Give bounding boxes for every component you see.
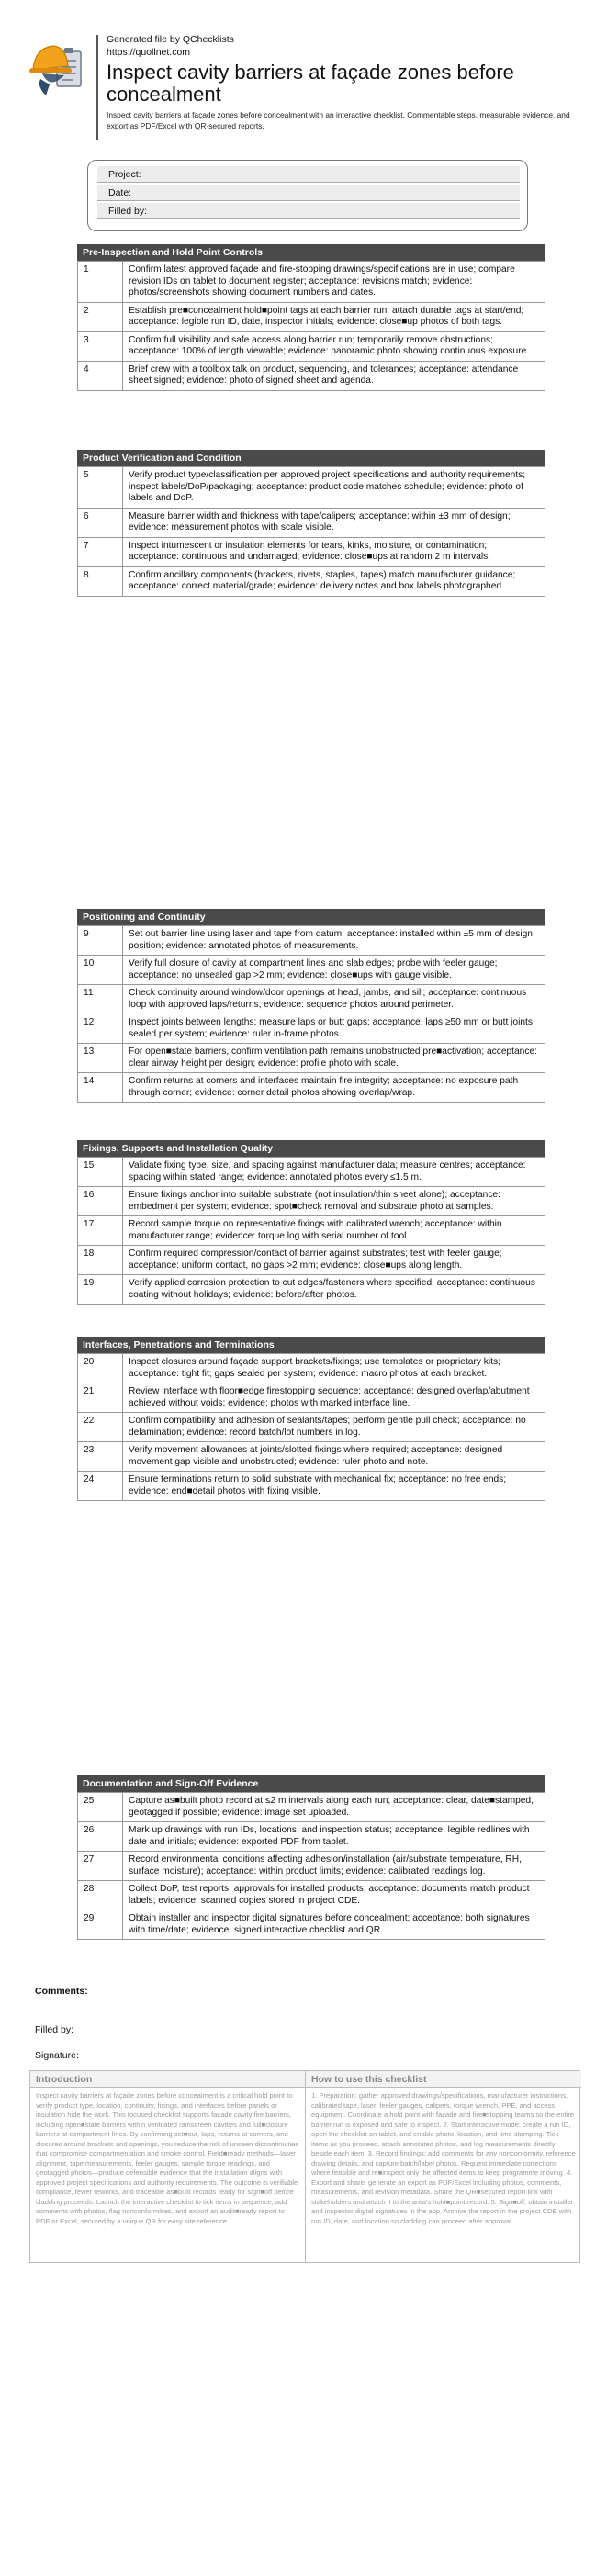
checklist-row[interactable] — [78, 1881, 545, 1910]
item-text: Verify movement allowances at joints/slotted fixings where required; acceptance: designed movement gap visible and unobstructed; evidence: ruler photo and note. — [123, 1442, 545, 1472]
item-number: 21 — [78, 1383, 123, 1413]
date-field[interactable]: Date: — [97, 185, 520, 201]
item-number: 11 — [78, 985, 123, 1014]
item-number: 3 — [78, 331, 123, 361]
item-number: 26 — [78, 1822, 123, 1852]
checklist-row[interactable] — [78, 1413, 545, 1442]
filled-by-label: Filled by: — [35, 2024, 74, 2035]
item-number: 14 — [78, 1073, 123, 1103]
item-number: 28 — [78, 1881, 123, 1910]
checklist-row[interactable] — [78, 1793, 545, 1822]
checklist-row[interactable] — [78, 508, 545, 537]
checklist-table — [77, 925, 545, 1103]
section-pre-inspection — [77, 244, 545, 391]
checklist-table — [77, 466, 545, 597]
item-text: Confirm latest approved façade and fire-stopping drawings/specifications are in use; compare revision IDs on tablet to document register; acceptance: revisions match; evidence: photos/screenshots showing document numbers and dates. — [123, 262, 545, 303]
item-number: 15 — [78, 1158, 123, 1187]
section-product-verification — [77, 450, 545, 597]
item-text: Inspect closures around façade support brackets/fixings; use templates or proprietary kits; acceptance: tight fit; gaps sealed per system; evidence: macro photos at each bracket. — [123, 1354, 545, 1383]
checklist-row[interactable] — [78, 1187, 545, 1216]
checklist-row[interactable] — [78, 1014, 545, 1044]
item-number: 8 — [78, 566, 123, 596]
checklist-row[interactable] — [78, 926, 545, 956]
item-number: 12 — [78, 1014, 123, 1044]
checklist-row[interactable] — [78, 1246, 545, 1275]
item-text: Review interface with floor■edge firestopping sequence; acceptance: designed overlap/abutment achieved without voids; evidence: photos with marked interface line. — [123, 1383, 545, 1413]
project-field[interactable]: Project: — [97, 166, 520, 183]
checklist-row[interactable] — [78, 467, 545, 509]
introduction-heading: Introduction — [30, 2071, 305, 2088]
checklist-row[interactable] — [78, 1910, 545, 1940]
item-number: 23 — [78, 1442, 123, 1472]
comments-label: Comments: — [35, 1986, 88, 1997]
checklist-row[interactable] — [78, 537, 545, 566]
checklist-row[interactable] — [78, 302, 545, 331]
hardhat-checklist-logo — [29, 39, 94, 99]
checklist-table — [77, 1157, 545, 1305]
checklist-row[interactable] — [78, 956, 545, 985]
item-number: 29 — [78, 1910, 123, 1940]
item-text: Measure barrier width and thickness with tape/calipers; acceptance: within ±3 mm of design; evidence: measurement photos with scale visible. — [123, 508, 545, 537]
howto-column — [306, 2071, 581, 2262]
item-text: Check continuity around window/door openings at head, jambs, and sill; acceptance: continuous loop with approved laps/returns; evidence: sequence photos around perimeter. — [123, 985, 545, 1014]
signature-label: Signature: — [35, 2050, 79, 2061]
item-number: 5 — [78, 467, 123, 509]
source-url-link[interactable]: https://quollnet.com — [107, 47, 191, 58]
filled-by-field[interactable]: Filled by: — [97, 203, 520, 219]
checklist-table — [77, 1353, 545, 1501]
checklist-row[interactable] — [78, 1442, 545, 1472]
checklist-row[interactable] — [78, 1852, 545, 1881]
item-number: 6 — [78, 508, 123, 537]
item-number: 25 — [78, 1793, 123, 1822]
section-positioning — [77, 909, 545, 1103]
checklist-row[interactable] — [78, 1216, 545, 1246]
item-number: 20 — [78, 1354, 123, 1383]
project-info-box — [87, 160, 528, 231]
item-text: Mark up drawings with run IDs, locations, and inspection status; acceptance: legible redlines with date and initials; evidence: exported PDF from tablet. — [123, 1822, 545, 1852]
item-text: Confirm ancillary components (brackets, rivets, staples, tapes) match manufacturer guidance; acceptance: correct material/grade; evidence: delivery notes and box labels photographed. — [123, 566, 545, 596]
howto-heading: How to use this checklist — [306, 2071, 581, 2088]
item-text: Inspect intumescent or insulation elements for tears, kinks, moisture, or contamination; acceptance: continuous and undamaged; evidence: close■ups at random 2 m intervals. — [123, 537, 545, 566]
checklist-row[interactable] — [78, 985, 545, 1014]
item-text: For open■state barriers, confirm ventilation path remains unobstructed pre■activation; acceptance: clear airway height per design; evidence: profile photo with scale. — [123, 1044, 545, 1073]
item-number: 18 — [78, 1246, 123, 1275]
item-number: 1 — [78, 262, 123, 303]
item-number: 4 — [78, 361, 123, 390]
item-number: 24 — [78, 1472, 123, 1501]
info-columns — [29, 2070, 580, 2263]
item-number: 10 — [78, 956, 123, 985]
item-text: Verify full closure of cavity at compartment lines and slab edges; probe with feeler gauge; acceptance: no unsealed gap >2 mm; evidence: close■ups with gauge visible. — [123, 956, 545, 985]
introduction-text: Inspect cavity barriers at façade zones before concealment is a critical hold point to verify product type, location, continuity, fixings, and interfaces before panels or insulation hide the work. This focused checklist supports façade cavity fire barriers, including open■state barriers within ventilated rainscreen cavities and full■closure barriers at compartment lines. By confirming set■out, laps, returns at corners, and closures around brackets and openings, you reduce the risk of unseen discontinuities that compromise compartmentation and smoke control. Field■ready methods—laser alignment, tape measurements, feeler gauges, sample torque readings, and geotagged photos—produce defensible evidence that the installation aligns with approved project specifications and authority requirements. The outcome is verifiable compliance, fewer reworks, and traceable as■built records ready for sign■off before cladding proceeds. Launch the interactive checklist to tick items in sequence, add comments with photos, flag nonconformities, and export an audit■ready report to PDF or Excel, secured by a unique QR for easy site reference. — [36, 2091, 299, 2225]
item-text: Record sample torque on representative fixings with calibrated wrench; acceptance: within manufacturer range; evidence: torque log with serial number of tool. — [123, 1216, 545, 1246]
item-number: 16 — [78, 1187, 123, 1216]
page-subtitle: Inspect cavity barriers at façade zones before concealment with an interactive checklist. Commentable steps, measurable evidence, and export as PDF/Excel with QR-secured reports. — [107, 110, 570, 130]
item-text: Verify product type/classification per approved project specifications and authority requirements; inspect labels/DoP/packaging; acceptance: product code matches schedule; evidence: photo of labels and DoP. — [123, 467, 545, 509]
introduction-column — [30, 2071, 306, 2262]
section-interfaces — [77, 1337, 545, 1501]
item-number: 13 — [78, 1044, 123, 1073]
checklist-row[interactable] — [78, 1383, 545, 1413]
item-text: Ensure fixings anchor into suitable substrate (not insulation/thin sheet alone); acceptance: embedment per system; evidence: spot■check removal and substrate photo at samples. — [123, 1187, 545, 1216]
item-text: Establish pre■concealment hold■point tags at each barrier run; attach durable tags at start/end; acceptance: legible run ID, date, inspector initials; evidence: close■up photos of both tags. — [123, 302, 545, 331]
item-text: Obtain installer and inspector digital signatures before concealment; acceptance: both signatures with time/date; evidence: signed interactive checklist and QR. — [123, 1910, 545, 1940]
item-text: Collect DoP, test reports, approvals for installed products; acceptance: documents match product labels; evidence: scanned copies stored in project CDE. — [123, 1881, 545, 1910]
item-text: Set out barrier line using laser and tape from datum; acceptance: installed within ±5 mm of design position; evidence: annotated photos of measurements. — [123, 926, 545, 956]
howto-text: 1. Preparation: gather approved drawings/specifications, manufacturer instructions, calibrated tape, laser, feeler gauges, calipers, torque wrench, PPE, and access equipment. Coordinate a hold point with façade and fire■stopping teams so the entire barrier run is exposed and safe to inspect. 2. Start interactive mode: create a run ID, open the checklist on tablet, and enable photo, location, and time stamping. Tick items as you proceed, attach annotated photos, and log measurements directly beside each item. 3. Record findings: add comments for any nonconformity, reference drawing details, and capture batch/label photos. Request immediate corrections where feasible and re■inspect only the affected items to keep programme moving. 4. Export and share: generate an export as PDF/Excel including photos, comments, measurements, and revision metadata. Share the QR■secured report link with stakeholders and attach it to the area's hold■point record. 5. Sign■off: obtain installer and inspector digital signatures in the app. Archive the report in the project CDE with run ID, date, and location so cladding can proceed after approval. — [311, 2091, 576, 2225]
item-text: Confirm returns at corners and interfaces maintain fire integrity; acceptance: no exposure path through corner; evidence: corner detail photos showing overlap/wrap. — [123, 1073, 545, 1103]
checklist-row[interactable] — [78, 1472, 545, 1501]
item-number: 19 — [78, 1275, 123, 1305]
section-heading: Positioning and Continuity — [77, 909, 545, 925]
item-number: 17 — [78, 1216, 123, 1246]
item-text: Capture as■built photo record at ≤2 m intervals along each run; acceptance: clear, date■stamped, geotagged if possible; evidence: image set uploaded. — [123, 1793, 545, 1822]
item-text: Record environmental conditions affecting adhesion/installation (air/substrate temperature, RH, surface moisture); acceptance: within product limits; evidence: calibrated readings log. — [123, 1852, 545, 1881]
checklist-table — [77, 1792, 545, 1940]
section-heading: Documentation and Sign-Off Evidence — [77, 1775, 545, 1792]
item-text: Verify applied corrosion protection to cut edges/fasteners where specified; acceptance: continuous coating without holidays; evidence: before/after photos. — [123, 1275, 545, 1305]
item-text: Ensure terminations return to solid substrate with mechanical fix; acceptance: no free ends; evidence: end■detail photos with fixing visible. — [123, 1472, 545, 1501]
generated-by-text: Generated file by QChecklists — [107, 34, 234, 45]
item-number: 7 — [78, 537, 123, 566]
page-title: Inspect cavity barriers at façade zones before concealment — [107, 61, 514, 106]
section-fixings — [77, 1140, 545, 1305]
header-divider — [96, 35, 98, 140]
checklist-table — [77, 261, 545, 391]
section-heading: Fixings, Supports and Installation Quality — [77, 1140, 545, 1157]
item-number: 22 — [78, 1413, 123, 1442]
item-text: Validate fixing type, size, and spacing against manufacturer data; measure centres; acceptance: spacing within stated range; evidence: annotated photos every ≤1.5 m. — [123, 1158, 545, 1187]
checklist-row[interactable] — [78, 361, 545, 390]
checklist-row[interactable] — [78, 566, 545, 596]
checklist-row[interactable] — [78, 262, 545, 303]
item-text: Inspect joints between lengths; measure laps or butt gaps; acceptance: laps ≥50 mm or butt joints sealed per system; evidence: ruler in-frame photos. — [123, 1014, 545, 1044]
checklist-row[interactable] — [78, 1158, 545, 1187]
checklist-row[interactable] — [78, 1822, 545, 1852]
item-number: 2 — [78, 302, 123, 331]
document-header — [29, 33, 580, 143]
checklist-row[interactable] — [78, 331, 545, 361]
checklist-row[interactable] — [78, 1275, 545, 1305]
item-text: Confirm full visibility and safe access along barrier run; temporarily remove obstructions; acceptance: 100% of length viewable; evidence: panoramic photo showing continuous exposure. — [123, 331, 545, 361]
item-number: 9 — [78, 926, 123, 956]
section-heading: Product Verification and Condition — [77, 450, 545, 466]
item-number: 27 — [78, 1852, 123, 1881]
checklist-row[interactable] — [78, 1354, 545, 1383]
checklist-row[interactable] — [78, 1073, 545, 1103]
item-text: Confirm compatibility and adhesion of sealants/tapes; perform gentle pull check; acceptance: no delamination; evidence: record batch/lot numbers in log. — [123, 1413, 545, 1442]
item-text: Brief crew with a toolbox talk on product, sequencing, and tolerances; acceptance: attendance sheet signed; evidence: photo of signed sheet and agenda. — [123, 361, 545, 390]
section-documentation — [77, 1775, 545, 1940]
section-heading: Pre-Inspection and Hold Point Controls — [77, 244, 545, 261]
item-text: Confirm required compression/contact of barrier against substrates; test with feeler gauge; acceptance: uniform contact, no gaps >2 mm; evidence: close■ups along length. — [123, 1246, 545, 1275]
checklist-row[interactable] — [78, 1044, 545, 1073]
section-heading: Interfaces, Penetrations and Terminations — [77, 1337, 545, 1353]
